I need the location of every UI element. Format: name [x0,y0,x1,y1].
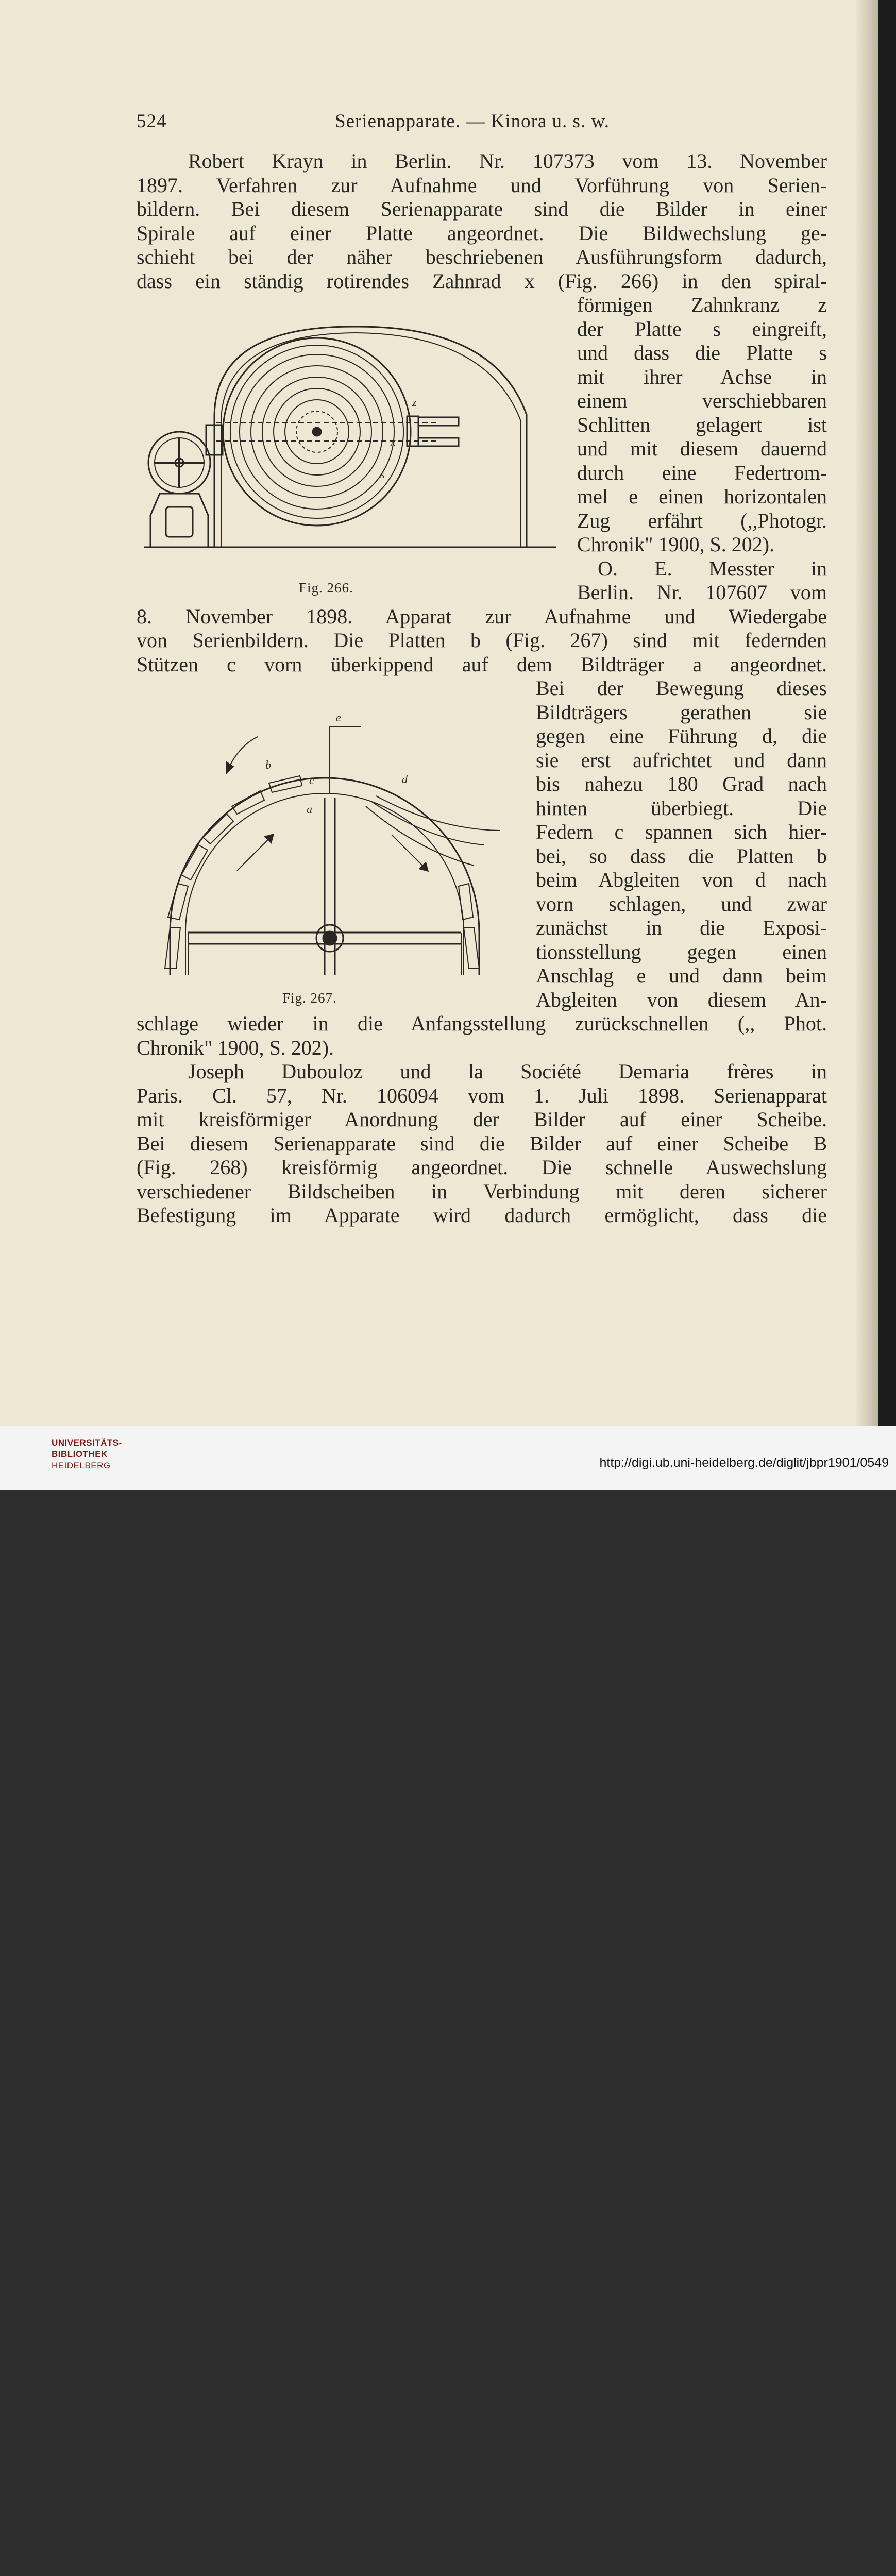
body-line: Robert Krayn in Berlin. Nr. 107373 vom 13. November [188,149,827,173]
body-line: von Serienbildern. Die Platten b (Fig. 267) sind mit federnden [137,629,827,652]
body-line: Federn c spannen sich hier- [536,820,827,843]
body-line: bildern. Bei diesem Serienapparate sind die Bilder in einer [137,197,827,221]
body-line: (Fig. 268) kreisförmig angeordnet. Die schnelle Auswechslung [137,1156,827,1179]
figure-266-label-x: x [391,435,396,448]
body-line: und dass die Platte s [577,341,827,364]
running-head: Serienapparate. — Kinora u. s. w. [335,111,610,132]
figure-267-label-b: b [265,758,272,771]
page-number: 524 [137,111,167,132]
permalink-url[interactable]: http://digi.ub.uni-heidelberg.de/diglit/jbpr1901/0549 [599,1455,889,1470]
body-line: 1897. Verfahren zur Aufnahme und Vorführung von Serien- [137,173,827,197]
body-line: Bei der Bewegung dieses [536,676,827,700]
body-line: Abgleiten von diesem An- [536,988,827,1011]
body-line: bei, so dass die Platten b [536,844,827,868]
body-line: der Platte s eingreift, [577,317,827,341]
body-line: schlage wieder in die Anfangsstellung zurückschnellen (,, Phot. [137,1012,827,1035]
body-line: hinten überbiegt. Die [536,796,827,820]
body-line: mel e einen horizontalen [577,485,827,508]
body-line: mit ihrer Achse in [577,365,827,388]
body-line: Schlitten gelagert ist [577,413,827,436]
figure-267-label-e: e [336,711,342,724]
figure-266-drawing [139,319,567,551]
body-line: beim Abgleiten von d nach [536,868,827,891]
scan-border [878,0,896,1426]
figure-266-label-z: z [412,396,417,409]
body-line: Joseph Dubouloz und la Société Demaria frères in [188,1060,827,1083]
body-line: Befestigung im Apparate wird dadurch ermöglicht, dass die [137,1204,827,1227]
body-line: vorn schlagen, und zwar [536,892,827,916]
figure-266-caption: Fig. 266. [299,580,353,596]
figure-266 [139,319,567,551]
body-line: Stützen c vorn überkippend auf dem Bildträger a angeordnet. [137,652,827,676]
body-line: Berlin. Nr. 107607 vom [577,581,827,604]
library-name-line3: HEIDELBERG [52,1461,111,1470]
body-line: schieht bei der näher beschriebenen Ausführungsform dadurch, [137,245,827,268]
body-line: Bildträgers gerathen sie [536,700,827,724]
page-edge-shadow [855,0,878,1426]
body-line: Spirale auf einer Platte angeordnet. Die Bildwechslung ge- [137,221,827,245]
figure-267-label-a: a [307,803,313,816]
body-line: Bei diesem Serienapparate sind die Bilder auf einer Scheibe B [137,1131,827,1155]
body-line: tionsstellung gegen einen [536,940,827,963]
body-line: Anschlag e und dann beim [536,964,827,987]
body-line: einem verschiebbaren [577,389,827,412]
page-header [137,110,827,141]
body-line: Zug erfährt (,,Photogr. [577,509,827,532]
body-line: 8. November 1898. Apparat zur Aufnahme und Wiedergabe [137,604,827,628]
body-line: O. E. Messter in [598,556,827,580]
library-name-line2: BIBLIOTHEK [52,1449,108,1459]
body-line: förmigen Zahnkranz z [577,293,827,316]
library-name-line1: UNIVERSITÄTS- [52,1438,122,1448]
body-line: verschiedener Bildscheiben in Verbindung mit deren sicherer [137,1179,827,1203]
body-line: zunächst in die Exposi- [536,916,827,939]
body-line: dass ein ständig rotirendes Zahnrad x (Fig. 266) in den spiral- [137,269,827,293]
body-line: durch eine Federtrom- [577,461,827,484]
figure-267-drawing [149,711,531,979]
body-line: gegen eine Führung d, die [536,724,827,748]
footer-bar [0,1426,896,1490]
body-line: Chronik" 1900, S. 202). [137,1036,334,1059]
body-line: und mit diesem dauernd [577,437,827,460]
body-line: Paris. Cl. 57, Nr. 106094 vom 1. Juli 1898. Serienapparat [137,1083,827,1107]
figure-267 [149,711,531,979]
body-line: mit kreisförmiger Anordnung der Bilder auf einer Scheibe. [137,1108,827,1131]
figure-266-label-s: s [380,468,385,481]
figure-267-label-c: c [309,774,315,787]
body-line: bis nahezu 180 Grad nach [536,772,827,795]
body-line: Chronik" 1900, S. 202). [577,533,775,556]
body-line: sie erst aufrichtet und dann [536,748,827,772]
figure-267-label-d: d [402,773,408,786]
figure-267-caption: Fig. 267. [282,990,337,1006]
